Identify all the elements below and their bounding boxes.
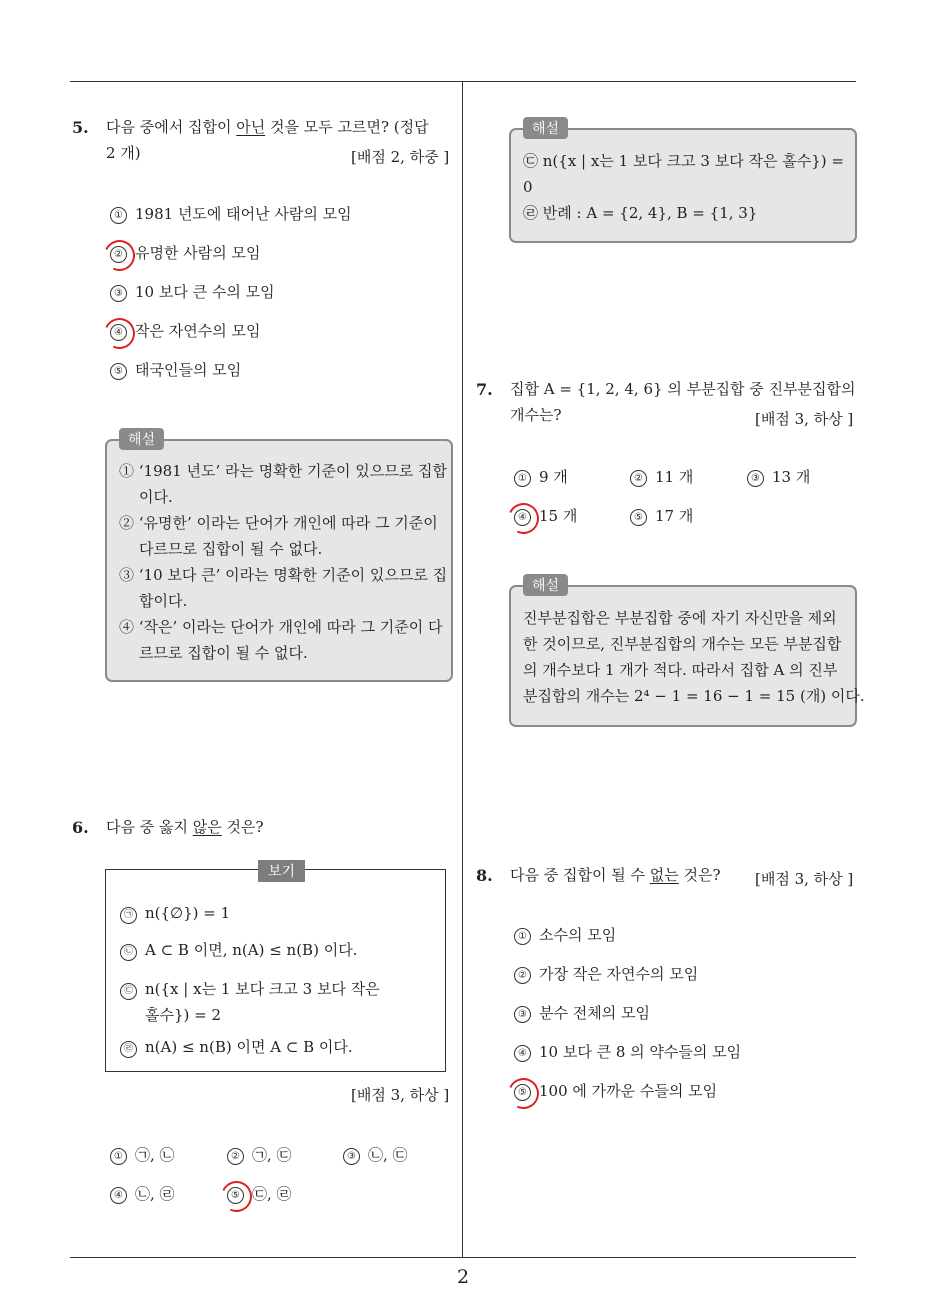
- option-5[interactable]: ⑤ 100 에 가까운 수들의 모임: [514, 1080, 717, 1101]
- solution-box: 해설 ① ‘1981 년도’ 라는 명확한 기준이 있으므로 집합 이다. ② ‘유명한’ 이라는 단어가 개인에 따라 그 기준이 다르므로 집합이 될 수 없다. ③ ‘10 보다 큰’ 이라는 명확한 기준이 있으므로 집 합이다. ④ ‘작은’ 이라는 단어가 개인에 따라 그 기준이 다 르므로 집합이 될 수 없다.: [105, 439, 453, 682]
- page-number: 2: [456, 1266, 470, 1288]
- question-text: 다음 중 옳지 않은 것은?: [106, 818, 264, 836]
- question-text-line2: 2 개): [106, 144, 141, 162]
- points-label: [배점 3, 하상 ]: [755, 410, 854, 428]
- option-5[interactable]: ⑤ 17 개: [630, 505, 693, 526]
- question-number: 7.: [476, 380, 493, 399]
- example-label: 보기: [258, 860, 305, 882]
- answer-mark: ⑤: [227, 1187, 244, 1204]
- option-3[interactable]: ③ 분수 전체의 모임: [514, 1002, 650, 1023]
- example-item: ㉣ n(A) ≤ n(B) 이면 A ⊂ B 이다.: [120, 1034, 353, 1060]
- example-item: ㉡ A ⊂ B 이면, n(A) ≤ n(B) 이다.: [120, 937, 357, 963]
- example-box: [105, 864, 446, 1072]
- answer-mark: ④: [110, 324, 127, 341]
- option-4[interactable]: ④ 작은 자연수의 모임: [110, 320, 260, 341]
- example-item: ㉠ n({∅}) = 1: [120, 900, 230, 926]
- top-rule: [70, 81, 856, 82]
- option-4[interactable]: ④ ㉡, ㉣: [110, 1183, 175, 1204]
- question-number: 8.: [476, 866, 493, 885]
- option-2[interactable]: ② ㉠, ㉢: [227, 1144, 292, 1165]
- option-2[interactable]: ② 11 개: [630, 466, 693, 487]
- option-4[interactable]: ④ 10 보다 큰 8 의 약수들의 모임: [514, 1041, 741, 1062]
- option-3[interactable]: ③ ㉡, ㉢: [343, 1144, 408, 1165]
- option-2[interactable]: ② 가장 작은 자연수의 모임: [514, 963, 698, 984]
- solution-box: 해설 ㉢ n({x | x는 1 보다 크고 3 보다 작은 홀수}) = 0 ㉣ 반례 : A = {2, 4}, B = {1, 3}: [509, 128, 857, 243]
- option-3[interactable]: ③ 13 개: [747, 466, 810, 487]
- points-label: [배점 2, 하중 ]: [351, 148, 450, 166]
- example-item-cont: 홀수}) = 2: [145, 1006, 222, 1024]
- solution-label: 해설: [523, 117, 568, 139]
- question-text: 다음 중에서 집합이 아닌 것을 모두 고르면? (정답: [106, 118, 429, 136]
- question-text: 집합 A = {1, 2, 4, 6} 의 부분집합 중 진부분집합의: [510, 380, 856, 398]
- option-1[interactable]: ① 소수의 모임: [514, 924, 616, 945]
- question-number: 6.: [72, 818, 89, 837]
- option-2[interactable]: ② 유명한 사람의 모임: [110, 242, 260, 263]
- points-label: [배점 3, 하상 ]: [755, 870, 854, 888]
- points-label: [배점 3, 하상 ]: [351, 1086, 450, 1104]
- answer-mark: ②: [110, 246, 127, 263]
- answer-mark: ⑤: [514, 1084, 531, 1101]
- option-1[interactable]: ① 1981 년도에 태어난 사람의 모임: [110, 203, 352, 224]
- option-1[interactable]: ① ㉠, ㉡: [110, 1144, 175, 1165]
- option-1[interactable]: ① 9 개: [514, 466, 568, 487]
- example-item: ㉢ n({x | x는 1 보다 크고 3 보다 작은: [120, 976, 380, 1002]
- question-text-line2: 개수는?: [510, 406, 562, 424]
- question-text: 다음 중 집합이 될 수 없는 것은?: [510, 866, 721, 884]
- option-5[interactable]: ⑤ 태국인들의 모임: [110, 359, 241, 380]
- solution-label: 해설: [119, 428, 164, 450]
- option-4[interactable]: ④ 15 개: [514, 505, 577, 526]
- answer-mark: ④: [514, 509, 531, 526]
- bottom-rule: [70, 1257, 856, 1258]
- option-3[interactable]: ③ 10 보다 큰 수의 모임: [110, 281, 275, 302]
- question-number: 5.: [72, 118, 89, 137]
- option-5[interactable]: ⑤ ㉢, ㉣: [227, 1183, 292, 1204]
- solution-box: 해설 진부분집합은 부분집합 중에 자기 자신만을 제외 한 것이므로, 진부분집합의 개수는 모든 부분집합 의 개수보다 1 개가 적다. 따라서 집합 A 의 진부 분집합의 개수는 2⁴ − 1 = 16 − 1 = 15 (개) 이다.: [509, 585, 857, 727]
- solution-label: 해설: [523, 574, 568, 596]
- column-divider: [462, 82, 463, 1257]
